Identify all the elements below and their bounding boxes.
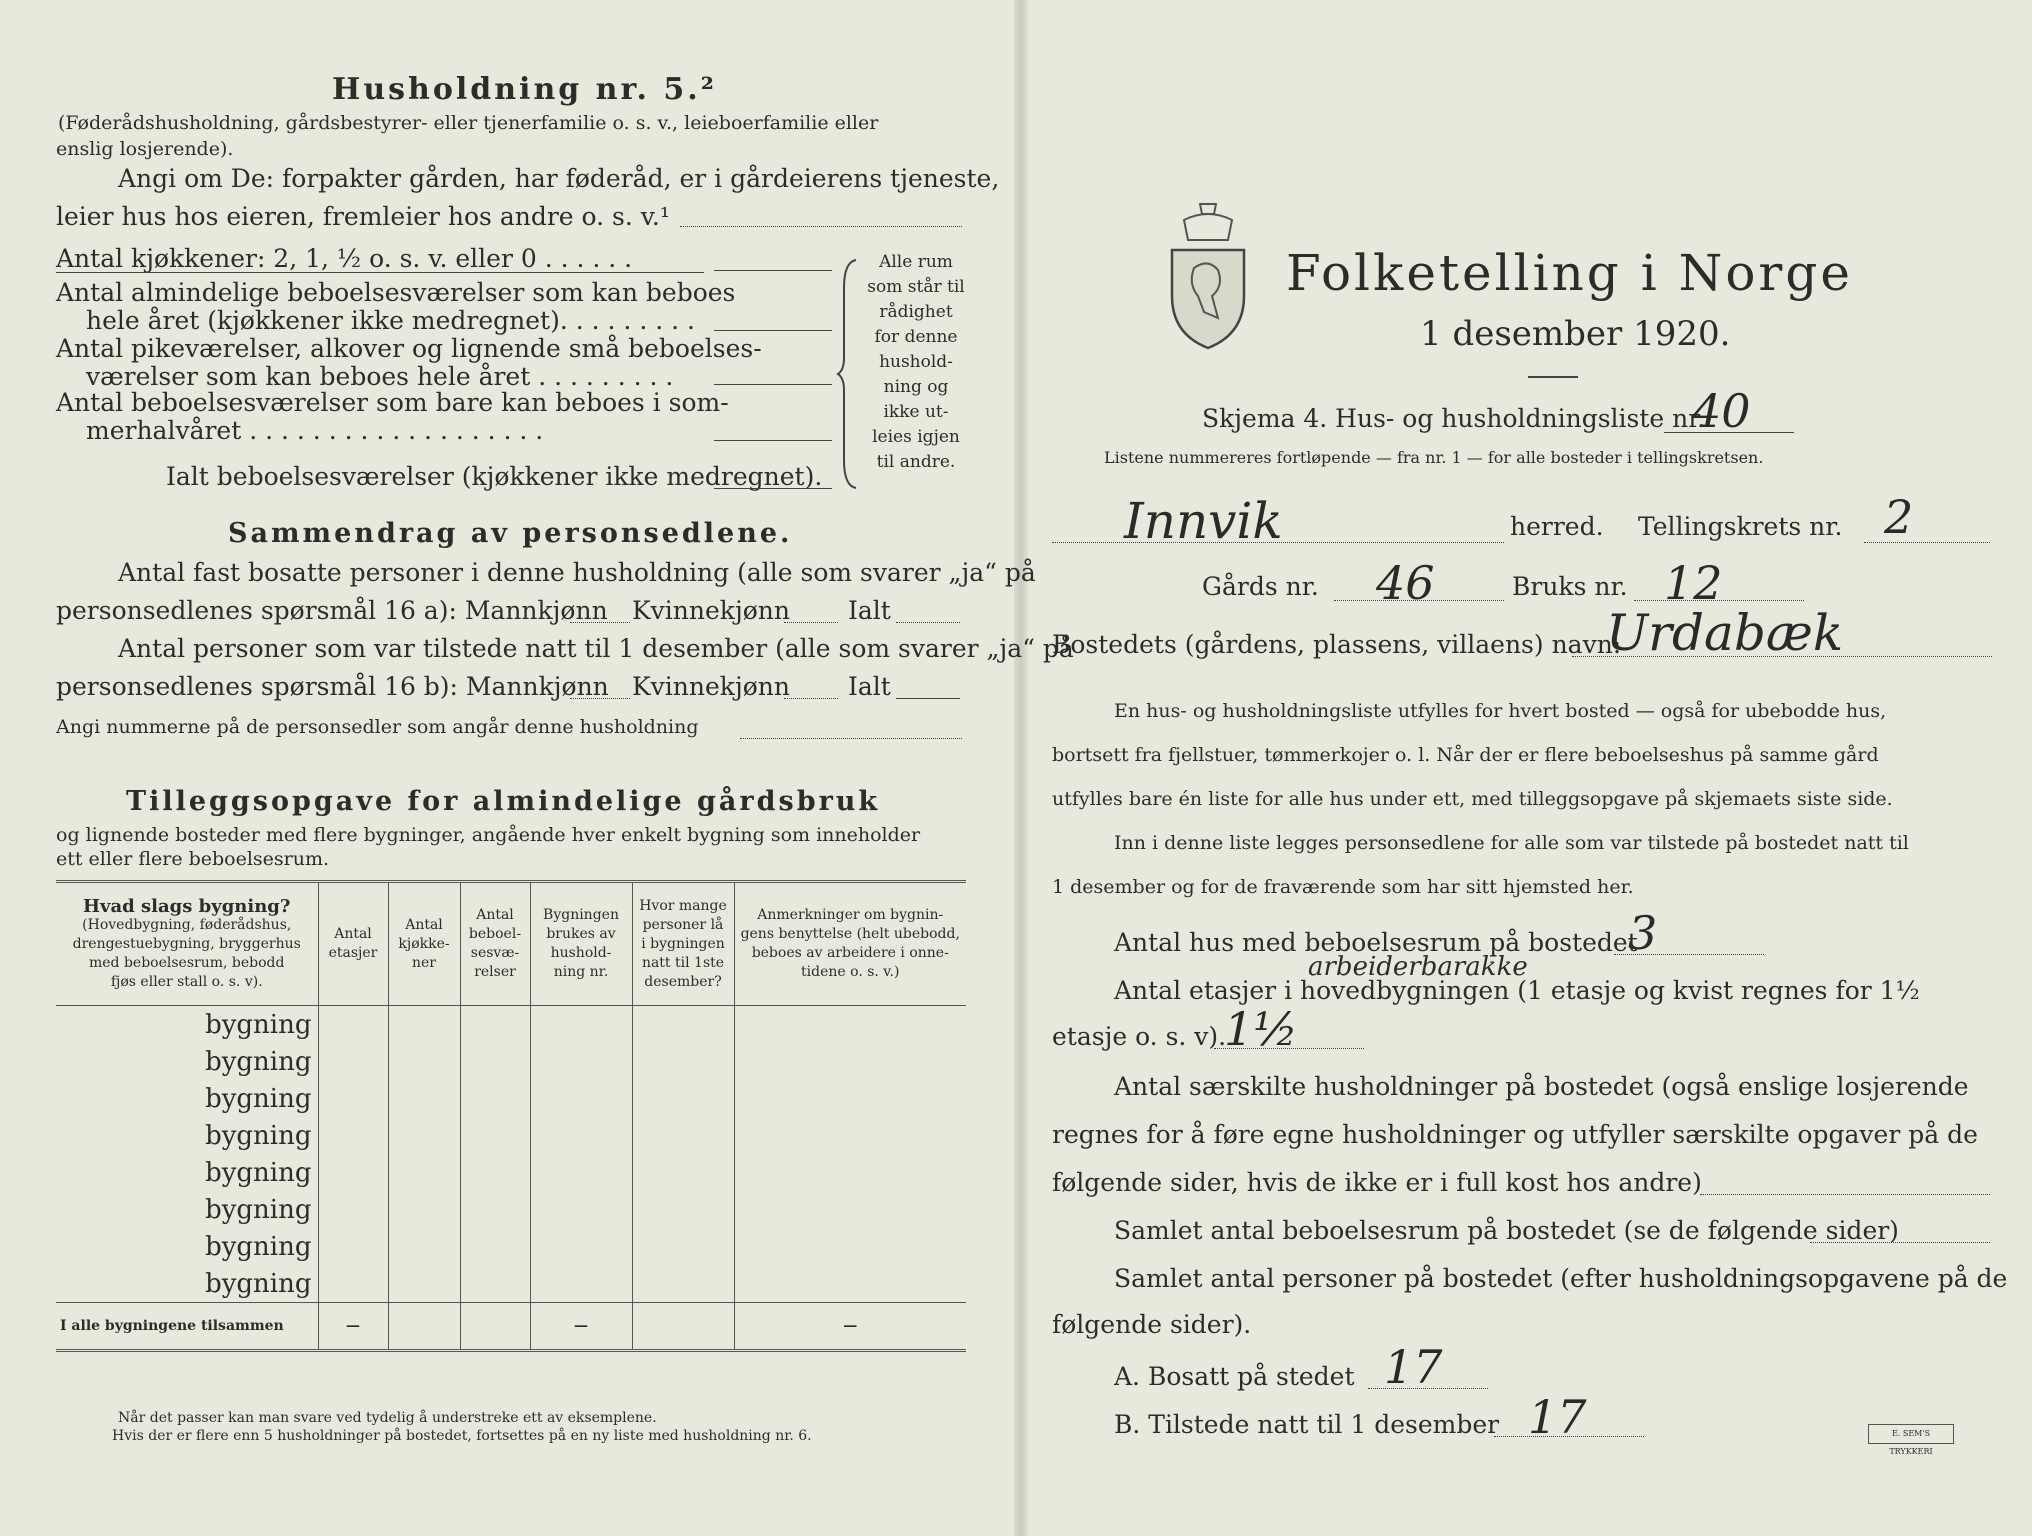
- row-label: bygning: [205, 1083, 312, 1114]
- kitchens-answer[interactable]: [714, 270, 832, 271]
- addition-title: Tilleggsopgave for almindelige gårdsbruk: [126, 786, 881, 817]
- col-household-line: ning nr.: [553, 964, 609, 980]
- summary-2-total-answer[interactable]: [896, 698, 960, 699]
- row-label: bygning: [205, 1009, 312, 1040]
- summary-2b: personsedlenes spørsmål 16 b): Mannkjønn: [56, 672, 609, 701]
- census-title: Folketelling i Norge: [1286, 244, 1853, 302]
- herred-value[interactable]: Innvik: [1124, 492, 1283, 550]
- summary-2-female-answer[interactable]: [784, 698, 838, 699]
- col-remarks-line: gens benyttelse (helt ubebodd,: [740, 926, 960, 942]
- col-floors-line: Antal: [334, 926, 372, 942]
- table-row[interactable]: [56, 1080, 966, 1117]
- schema-no-value[interactable]: 40: [1692, 384, 1751, 438]
- side-note-line: Alle rum: [879, 252, 953, 272]
- hus-note[interactable]: arbeiderbarakke: [1308, 952, 1528, 982]
- col-household-line: hushold-: [550, 945, 612, 961]
- col-floors: [318, 882, 388, 1006]
- side-note-line: leies igjen: [872, 427, 960, 447]
- a-label: A. Bosatt på stedet: [1114, 1362, 1355, 1391]
- col-rooms-line: Antal: [476, 907, 514, 923]
- ask-line-2: leier hus hos eieren, fremleier hos andre o. s. v.¹: [56, 202, 670, 231]
- para2-line-2: 1 desember og for de fraværende som har sitt hjemsted her.: [1052, 876, 1634, 898]
- table-row[interactable]: [56, 1191, 966, 1228]
- hus-label: Antal hus med beboelsesrum på bostedet: [1114, 928, 1638, 957]
- col-persons-line: Hvor mange: [639, 897, 727, 914]
- krets-line: [1864, 542, 1990, 543]
- footnote-2: Hvis der er flere enn 5 husholdninger på bostedet, fortsettes på en ny liste med husholdning nr. 6.: [112, 1428, 812, 1444]
- ask-line-1: Angi om De: forpakter gården, har føderåd, er i gårdeierens tjeneste,: [118, 164, 1000, 193]
- col-persons: [632, 882, 734, 1006]
- para1-line-1: En hus- og husholdningsliste utfylles for hvert bosted — også for ubebodde hus,: [1114, 700, 1887, 722]
- footnote-1: Når det passer kan man svare ved tydelig å understreke ett av eksemplene.: [118, 1410, 657, 1426]
- bosted-label: Bostedets (gårdens, plassens, villaens) navn:: [1052, 630, 1622, 659]
- bruks-label: Bruks nr.: [1512, 572, 1628, 601]
- summary-1b: personsedlenes spørsmål 16 a): Mannkjønn: [56, 596, 608, 625]
- rooms-3b: merhalvåret . . . . . . . . . . . . . . . . . . .: [86, 416, 544, 445]
- total-dash: —: [530, 1303, 632, 1351]
- rooms-1-answer[interactable]: [714, 330, 832, 331]
- side-note-line: for denne: [874, 327, 958, 347]
- col-building-type-sub: med beboelsesrum, bebodd: [89, 954, 285, 971]
- numbers-answer[interactable]: [740, 738, 962, 739]
- side-note-line: ikke ut-: [883, 402, 949, 422]
- table-row[interactable]: [56, 1154, 966, 1191]
- col-remarks-line: Anmerkninger om bygnin-: [757, 907, 944, 923]
- summary-2-male-answer[interactable]: [570, 698, 630, 699]
- row-label: bygning: [205, 1231, 312, 1262]
- summary-2-female-label: Kvinnekjønn: [632, 672, 790, 701]
- table-row[interactable]: [56, 1265, 966, 1303]
- table-header-row: [56, 882, 966, 1006]
- bosted-value[interactable]: Urdabæk: [1606, 604, 1844, 662]
- household-title: Husholdning nr. 5.²: [332, 72, 717, 107]
- col-kitchens-line: kjøkke-: [398, 935, 450, 952]
- col-remarks-line: beboes av arbeidere i onne-: [751, 945, 949, 961]
- col-household: [530, 882, 632, 1006]
- household-intro-2: enslig losjerende).: [56, 138, 234, 160]
- total-label: I alle bygningene tilsammen: [56, 1303, 318, 1351]
- right-page: [1024, 0, 2032, 1536]
- pers-line-1: Samlet antal personer på bostedet (efter husholdningsopgavene på de: [1114, 1264, 2008, 1293]
- total-dash: —: [734, 1303, 966, 1351]
- col-building-type-sub: fjøs eller stall o. s. v).: [110, 973, 263, 990]
- a-value[interactable]: 17: [1384, 1340, 1443, 1394]
- etasjer-line-1: Antal etasjer i hovedbygningen (1 etasje og kvist regnes for 1½: [1114, 976, 1920, 1005]
- summary-1-total-answer[interactable]: [896, 622, 960, 623]
- printer-stamp: E. SEM'S TRYKKERI: [1868, 1424, 1954, 1444]
- side-note-line: som står til: [867, 277, 965, 297]
- rooms-1a: Antal almindelige beboelsesværelser som kan beboes: [56, 278, 736, 307]
- col-floors-line: etasjer: [328, 945, 378, 961]
- list-note: Listene nummereres fortløpende — fra nr. 1 — for alle bosteder i tellingskretsen.: [1104, 448, 1764, 467]
- row-label: bygning: [205, 1268, 312, 1299]
- summary-1-male-answer[interactable]: [570, 622, 630, 623]
- col-persons-line: personer lå: [642, 916, 724, 933]
- summary-2-total-label: Ialt: [848, 672, 891, 701]
- side-note-line: ning og: [883, 377, 949, 397]
- etasjer-value[interactable]: 1½: [1224, 1002, 1298, 1056]
- col-kitchens-line: Antal: [405, 916, 443, 933]
- addition-line-1: og lignende bosteder med flere bygninger, angående hver enkelt bygning som inneholder: [56, 824, 921, 846]
- summary-1-total-label: Ialt: [848, 596, 891, 625]
- rooms-3a: Antal beboelsesværelser som bare kan beboes i som-: [56, 388, 729, 417]
- hush-answer[interactable]: [1700, 1194, 1990, 1195]
- b-label: B. Tilstede natt til 1 desember: [1114, 1410, 1500, 1439]
- rum-answer[interactable]: [1810, 1242, 1990, 1243]
- col-building-type-title: Hvad slags bygning?: [83, 895, 291, 917]
- col-building-type-sub: drengestuebygning, bryggerhus: [72, 935, 301, 952]
- bruks-value[interactable]: 12: [1664, 556, 1723, 610]
- b-value[interactable]: 17: [1528, 1390, 1587, 1444]
- gards-label: Gårds nr.: [1202, 572, 1319, 601]
- row-label: bygning: [205, 1120, 312, 1151]
- hus-value[interactable]: 3: [1628, 906, 1658, 960]
- census-date: 1 desember 1920.: [1420, 314, 1731, 354]
- kitchens-underline: [56, 272, 704, 273]
- col-building-type: [56, 882, 318, 1006]
- rum-label: Samlet antal beboelsesrum på bostedet (se de følgende sider): [1114, 1216, 1899, 1245]
- total-rooms-answer[interactable]: [714, 488, 832, 489]
- para2-line-1: Inn i denne liste legges personsedlene for alle som var tilstede på bostedet natt til: [1114, 832, 1909, 854]
- row-label: bygning: [205, 1046, 312, 1077]
- schema-label: Skjema 4. Hus- og husholdningsliste nr.: [1202, 404, 1706, 433]
- row-label: bygning: [205, 1194, 312, 1225]
- col-persons-line: natt til 1ste: [641, 954, 725, 971]
- col-persons-line: i bygningen: [641, 935, 725, 952]
- krets-label: Tellingskrets nr.: [1638, 512, 1843, 541]
- side-note: [856, 250, 976, 475]
- ask-answer-line[interactable]: [680, 226, 962, 227]
- row-label: bygning: [205, 1157, 312, 1188]
- col-household-line: brukes av: [546, 926, 616, 942]
- col-building-type-sub: (Hovedbygning, føderådshus,: [82, 916, 292, 933]
- summary-1a: Antal fast bosatte personer i denne husholdning (alle som svarer „ja“ på: [118, 558, 1036, 587]
- rooms-1b: hele året (kjøkkener ikke medregnet). . . . . . . . .: [86, 306, 695, 335]
- krets-value[interactable]: 2: [1884, 490, 1914, 544]
- hush-line-2: regnes for å føre egne husholdninger og utfyller særskilte opgaver på de: [1052, 1120, 1978, 1149]
- table-row[interactable]: [56, 1006, 966, 1044]
- rooms-2-answer[interactable]: [714, 384, 832, 385]
- col-rooms-line: sesvæ-: [470, 945, 520, 961]
- col-rooms-line: beboel-: [468, 926, 522, 942]
- para1-line-2: bortsett fra fjellstuer, tømmerkojer o. l. Når der er flere beboelseshus på samme gård: [1052, 744, 1879, 766]
- pers-line-2: følgende sider).: [1052, 1310, 1252, 1339]
- buildings-table: [56, 880, 966, 1352]
- gards-value[interactable]: 46: [1376, 556, 1435, 610]
- col-remarks-line: tidene o. s. v.): [801, 964, 900, 980]
- col-remarks: [734, 882, 966, 1006]
- addition-line-2: ett eller flere beboelsesrum.: [56, 848, 330, 870]
- summary-2a: Antal personer som var tilstede natt til 1 desember (alle som svarer „ja“ på: [118, 634, 1074, 663]
- col-kitchens: [388, 882, 460, 1006]
- hush-line-1: Antal særskilte husholdninger på bostedet (også enslige losjerende: [1114, 1072, 1969, 1101]
- hush-line-3: følgende sider, hvis de ikke er i full kost hos andre): [1052, 1168, 1702, 1197]
- side-note-line: til andre.: [876, 452, 956, 472]
- numbers-line: Angi nummerne på de personsedler som angår denne husholdning: [56, 716, 699, 738]
- total-dash: —: [318, 1303, 388, 1351]
- col-persons-line: desember?: [644, 973, 722, 990]
- col-household-line: Bygningen: [543, 907, 619, 923]
- total-rooms-label: Ialt beboelsesværelser (kjøkkener ikke medregnet).: [166, 462, 823, 491]
- para1-line-3: utfylles bare én liste for alle hus under ett, med tilleggsopgave på skjemaets siste side.: [1052, 788, 1893, 810]
- table-row[interactable]: [56, 1043, 966, 1080]
- table-row[interactable]: [56, 1228, 966, 1265]
- col-rooms: [460, 882, 530, 1006]
- rooms-2a: Antal pikeværelser, alkover og lignende små beboelses-: [56, 334, 762, 363]
- col-rooms-line: relser: [474, 964, 516, 980]
- kitchens-label: Antal kjøkkener: 2, 1, ½ o. s. v. eller 0 . . . . . .: [56, 244, 633, 273]
- table-total-row: [56, 1303, 966, 1351]
- rooms-3-answer[interactable]: [714, 440, 832, 441]
- col-kitchens-line: ner: [412, 954, 436, 971]
- herred-label: herred.: [1510, 512, 1604, 541]
- rooms-2b: værelser som kan beboes hele året . . . . . . . . .: [86, 362, 674, 391]
- table-row[interactable]: [56, 1117, 966, 1154]
- summary-title: Sammendrag av personsedlene.: [228, 518, 793, 549]
- side-note-line: rådighet: [879, 302, 953, 322]
- side-note-line: hushold-: [879, 352, 953, 372]
- etasjer-line-2: etasje o. s. v).: [1052, 1022, 1227, 1051]
- summary-1-female-label: Kvinnekjønn: [632, 596, 790, 625]
- summary-1-female-answer[interactable]: [784, 622, 838, 623]
- household-intro: (Føderådshusholdning, gårdsbestyrer- eller tjenerfamilie o. s. v., leieboerfamilie eller: [58, 112, 879, 134]
- title-divider: [1528, 376, 1578, 378]
